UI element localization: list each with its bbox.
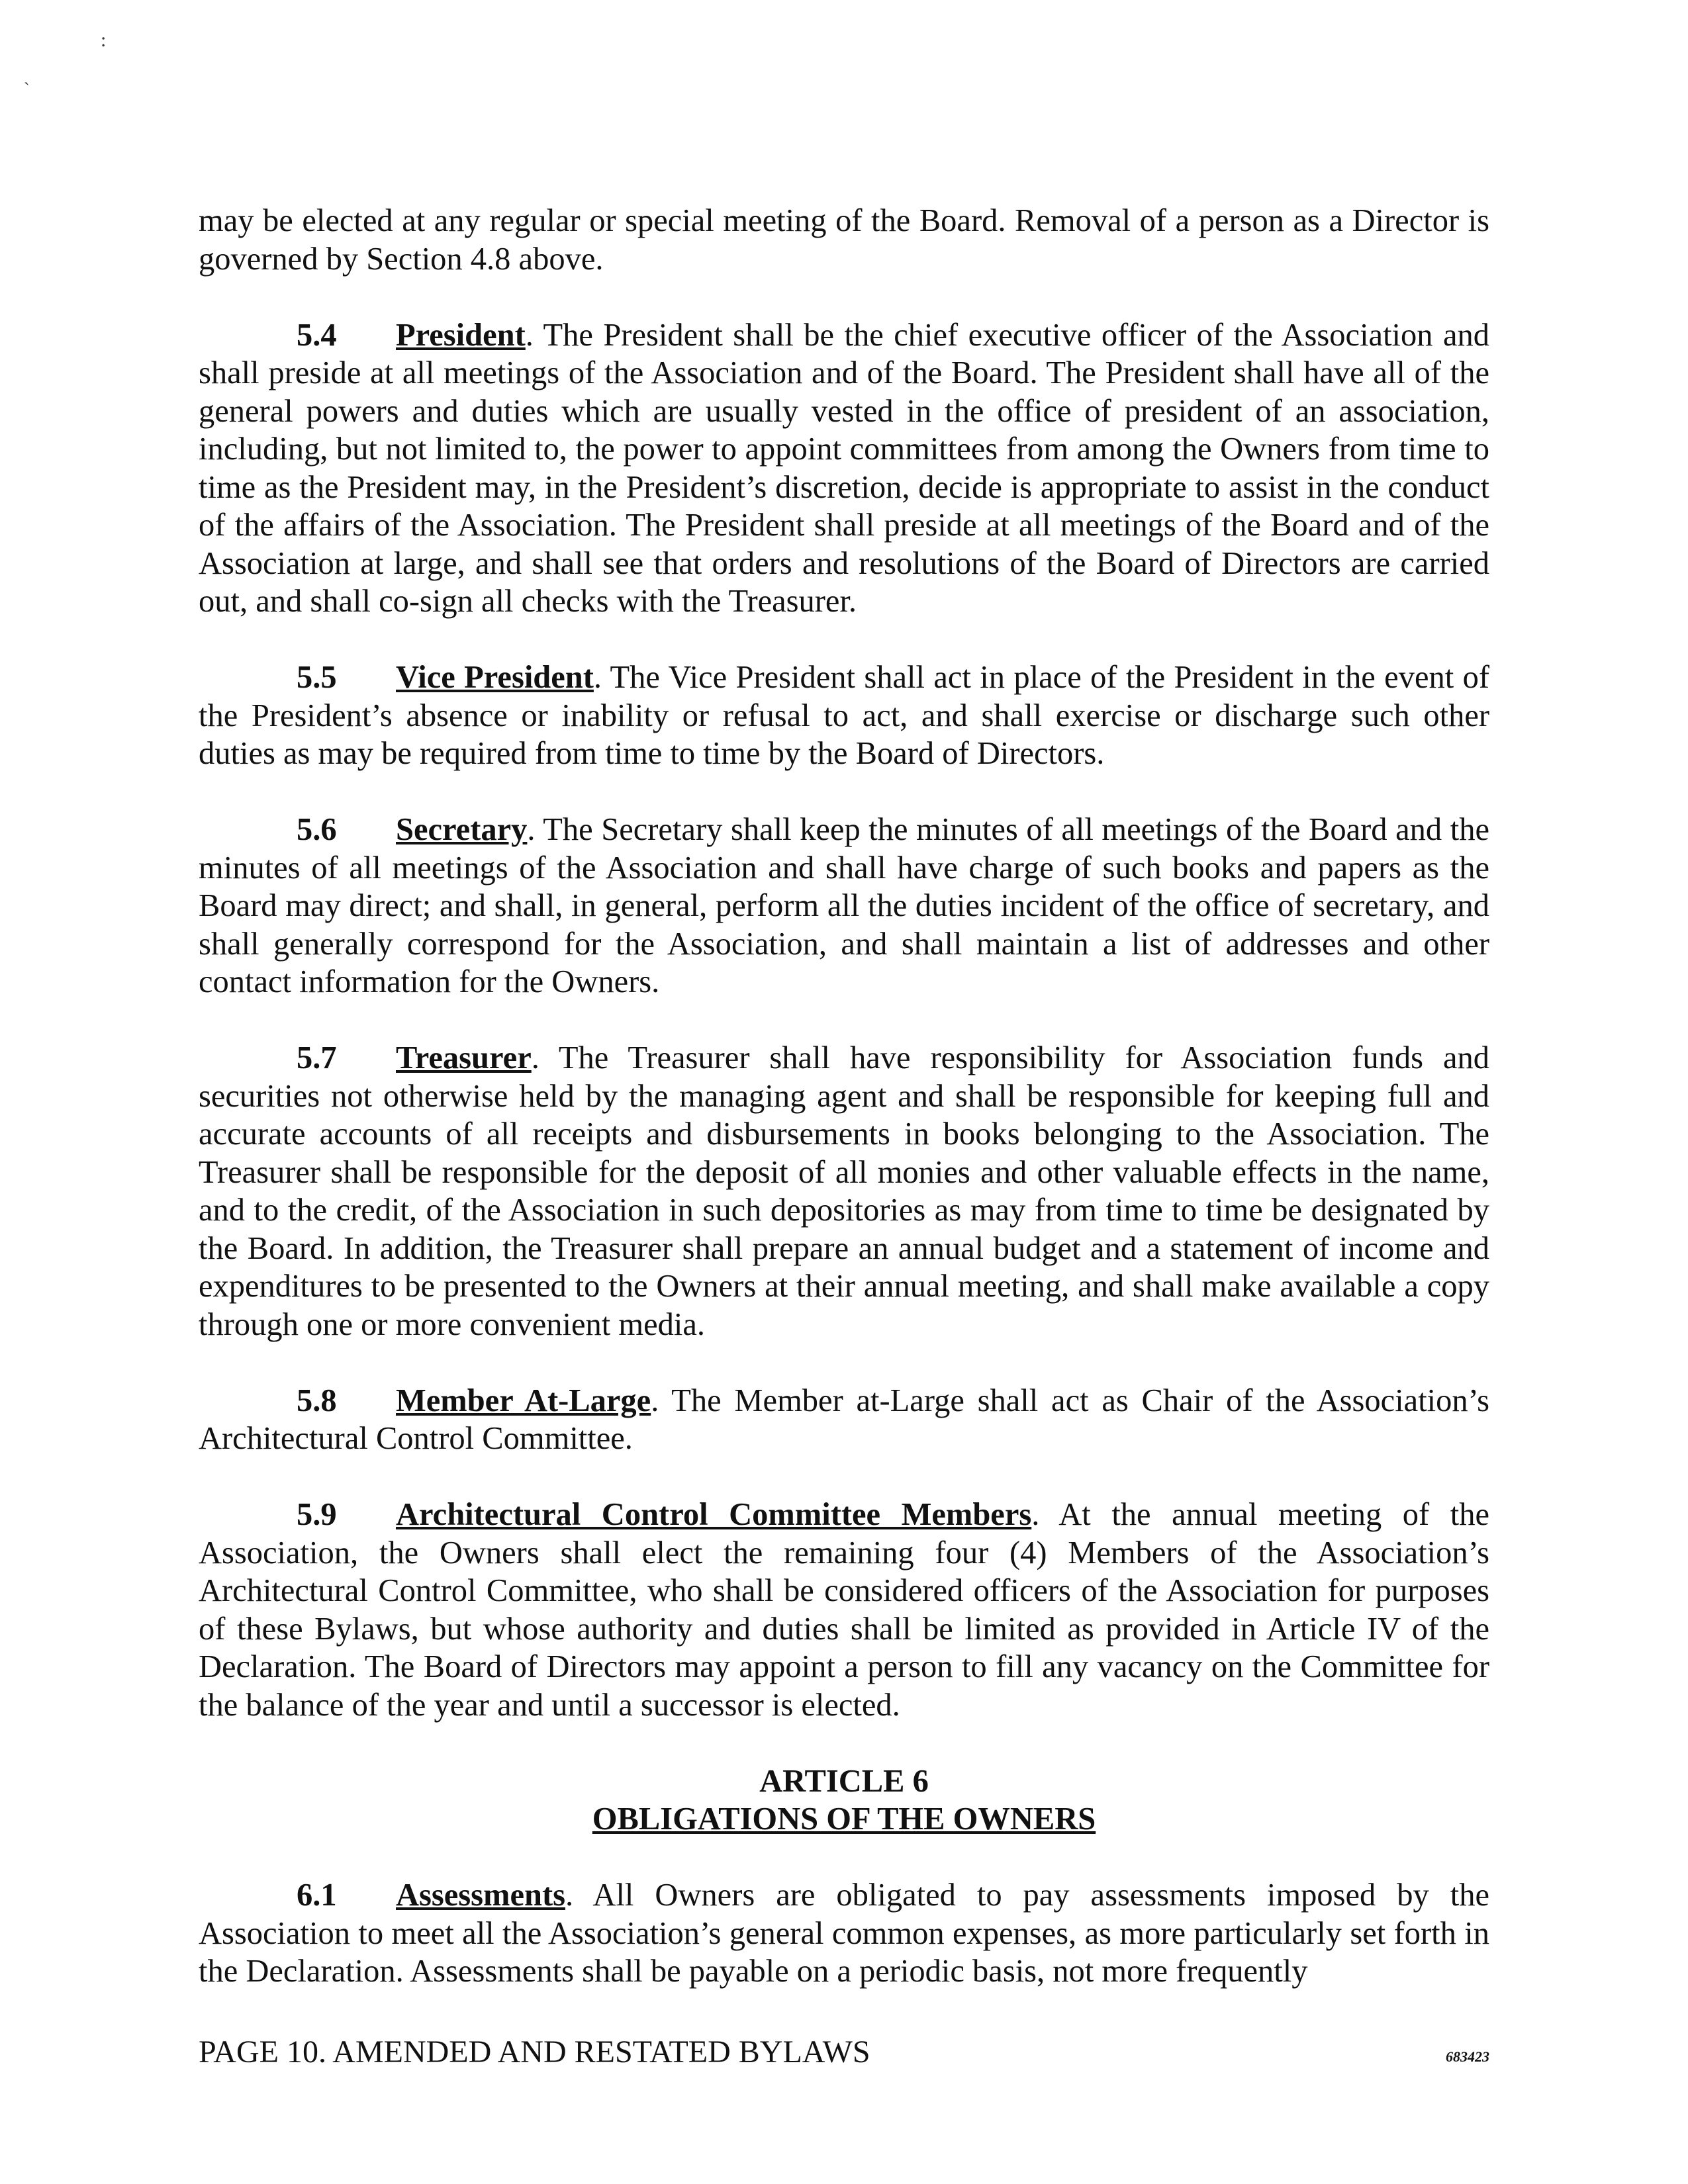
section-text: . The Vice President shall act in place of the President in the event of the President’s absence or inability or refusal to act, and shall exercise or discharge such other duties as may be required from time to time by the Board of Directors. [199, 660, 1489, 771]
footer-page-label: PAGE 10. AMENDED AND RESTATED BYLAWS [199, 2034, 870, 2070]
section-text: . The Treasurer shall have responsibility for Association funds and securities not otherwise held by the managing agent and shall be responsible for keeping full and accurate accounts of all receipts and disbursements in books belonging to the Association. The Treasurer shall be responsible for the deposit of all monies and other valuable effects in the name, and to the credit, of the Association in such depositories as may from time to time be designated by the Board. In addition, the Treasurer shall prepare an annual budget and a statement of income and expenditures to be presented to the Owners at their annual meeting, and shall make available a copy through one or more convenient media. [199, 1040, 1489, 1342]
section-title: Vice President [396, 660, 594, 695]
section-text: . The Member at-Large shall act as Chair of the Association’s Architectural Control Committee. [199, 1383, 1489, 1456]
section-title: Secretary [396, 812, 528, 847]
section-title: President [396, 317, 526, 353]
article-number: ARTICLE 6 [759, 1763, 929, 1799]
section-text: . The President shall be the chief executive officer of the Association and shall preside at all meetings of the Association and of the Board. The President shall have all of the general powers and duties which are usually vested in the office of president of an association, including, but not limited to, the power to appoint committees from among the Owners from time to time as the President may, in the President’s discretion, decide is appropriate to assist in the conduct of the affairs of the Association. The President shall preside at all meetings of the Board and of the Association at large, and shall see that orders and resolutions of the Board of Directors are carried out, and shall co-sign all checks with the Treasurer. [199, 317, 1489, 619]
section-title: Member At-Large [396, 1383, 651, 1418]
section-number: 5.7 [297, 1040, 337, 1075]
article-title: OBLIGATIONS OF THE OWNERS [592, 1801, 1096, 1837]
section-5-9 [199, 1496, 1489, 1724]
section-text: . The Secretary shall keep the minutes of all meetings of the Board and the minutes of all meetings of the Association and shall have charge of such books and papers as the Board may direct; and shall, in general, perform all the duties incident of the office of secretary, and shall generally correspond for the Association, and shall maintain a list of addresses and other contact information for the Owners. [199, 812, 1489, 999]
section-text: . All Owners are obligated to pay assessments imposed by the Association to meet all the Association’s general common expenses, as more particularly set forth in the Declaration. Assessments shall be payable on a periodic basis, not more frequently [199, 1878, 1489, 1989]
section-5-5 [199, 659, 1489, 773]
section-number: 5.8 [297, 1383, 337, 1418]
intro-paragraph: may be elected at any regular or special meeting of the Board. Removal of a person as a Director is governed by Section 4.8 above. [199, 203, 1489, 277]
section-number: 5.9 [297, 1497, 337, 1532]
section-number: 5.4 [297, 317, 337, 353]
scan-mark: : [101, 29, 107, 51]
section-5-4 [199, 316, 1489, 621]
section-number: 5.5 [297, 660, 337, 695]
section-title: Assessments [396, 1878, 565, 1913]
section-title: Treasurer [396, 1040, 532, 1075]
document-body [199, 202, 1489, 2028]
section-number: 6.1 [297, 1878, 337, 1913]
section-text: . At the annual meeting of the Association, the Owners shall elect the remaining four (4) Members of the Association’s Architectural Control Committee, who shall be considered officers of the Association for purposes of these Bylaws, but whose authority and duties shall be limited as provided in Article IV of the Declaration. The Board of Directors may appoint a person to fill any vacancy on the Committee for the balance of the year and until a successor is elected. [199, 1497, 1489, 1723]
section-6-1 [199, 1876, 1489, 1991]
section-number: 5.6 [297, 812, 337, 847]
article-heading [199, 1762, 1489, 1839]
scan-mark: ` [24, 79, 30, 99]
section-5-7 [199, 1039, 1489, 1343]
footer-doc-number: 683423 [1446, 2048, 1489, 2065]
section-title: Architectural Control Committee Members [396, 1497, 1032, 1532]
section-5-8 [199, 1382, 1489, 1458]
section-5-6 [199, 811, 1489, 1001]
